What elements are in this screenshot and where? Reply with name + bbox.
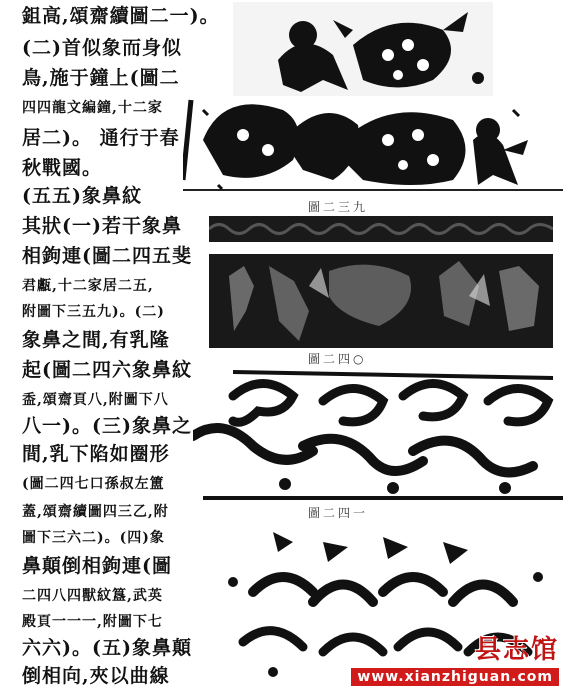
figure-column [183, 0, 565, 693]
text-line: 起(圖二四六象鼻紋 [22, 359, 192, 381]
figure-241-caption: 圖二四一 [308, 506, 369, 520]
text-line: 鉏高,頌齋續圖二一)。 [22, 5, 220, 27]
text-line: 盉,頌齋頁八,附圖下八 [22, 392, 169, 408]
site-watermark [329, 629, 559, 691]
text-line: 秋戰國。 [22, 157, 103, 179]
text-line: 倒相向,夾以曲線 [22, 665, 170, 687]
text-line: 二四八四獸紋簋,武英 [22, 588, 163, 604]
text-line: (五五)象鼻紋 [22, 185, 142, 207]
watermark-title: 县志馆 [474, 635, 559, 665]
text-line: 四四龍文編鐘,十二家 [22, 100, 163, 116]
text-line: 相鉤連(圖二四五斐 [22, 245, 192, 267]
text-line: 圖下三六二)。(四)象 [22, 530, 165, 546]
figure-240-caption: 圖二四○ [308, 352, 367, 366]
text-line: 六六)。(五)象鼻顛 [22, 637, 192, 659]
text-line: 其狀(一)若干象鼻 [22, 215, 182, 237]
figure-239-caption: 圖二三九 [308, 200, 369, 214]
text-line: 居二)。 通行于春 [22, 127, 180, 149]
text-line: 君甗,十二家居二五, [22, 278, 154, 294]
text-line: 間,乳下陷如圈形 [22, 443, 170, 465]
text-line: 附圖下三五九)。(二) [22, 304, 165, 320]
text-line: (二)首似象而身似 [22, 37, 182, 59]
figure-241-rubbing [193, 366, 563, 504]
text-line: 殿頁一一一,附圖下七 [22, 614, 163, 630]
text-line: 蓋,頌齋續圖四三乙,附 [22, 504, 169, 520]
figure-240-rubbing [209, 216, 553, 348]
text-line: 象鼻之間,有乳隆 [22, 329, 170, 351]
text-line: 八一)。(三)象鼻之 [22, 415, 192, 437]
text-line: (圖二四七口孫叔左簠 [22, 476, 165, 492]
text-line: 鳥,施于鐘上(圖二 [22, 67, 180, 89]
text-line: 鼻顛倒相鉤連(圖 [22, 555, 172, 577]
body-text-column [4, 0, 220, 693]
figure-239-rubbing [183, 0, 565, 200]
watermark-url: www.xianzhiguan.com [351, 668, 559, 686]
